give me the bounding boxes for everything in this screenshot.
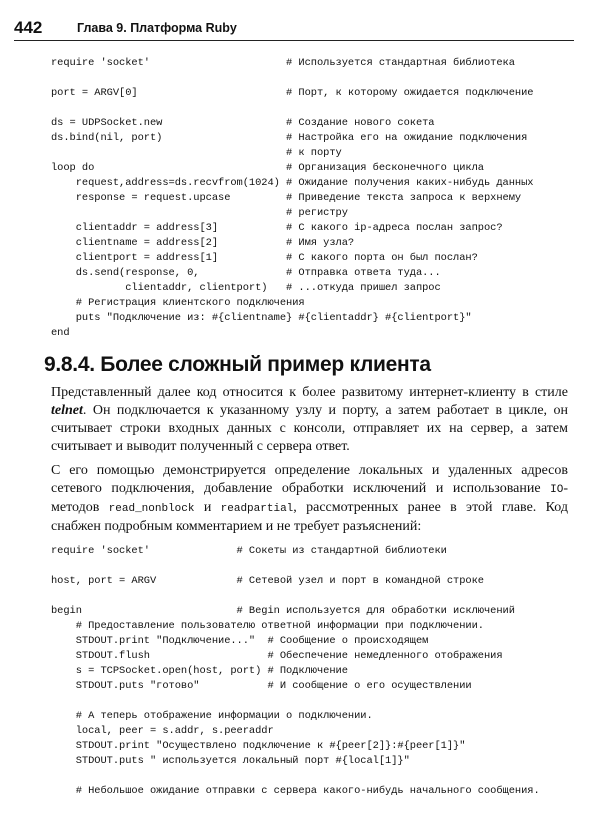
code-line: ds = UDPSocket.new # Создание нового сокета	[51, 117, 435, 129]
paragraph	[51, 384, 568, 456]
text-run: , рассмотренных ранее в этой главе. Код снабжен подробным комментарием и не требует разъяснений:	[51, 500, 568, 534]
code-line: STDOUT.puts "готово" # И сообщение о его осуществлении	[51, 680, 472, 692]
text-run: . Он подключается к указанному узлу и порту, а затем работает в цикле, он считывает строки входных данных с консоли, отправляет их на сервер, а затем считывает и выводит полученный с сервера ответ.	[51, 403, 568, 454]
code-line: require 'socket' # Используется стандартная библиотека	[51, 57, 515, 69]
code-line: # регистру	[51, 207, 348, 219]
code-line: ds.bind(nil, port) # Настройка его на ожидание подключения	[51, 132, 528, 144]
code-line: request,address=ds.recvfrom(1024) # Ожидание получения каких-нибудь данных	[51, 177, 534, 189]
code-line: clientaddr, clientport) # ...откуда пришел запрос	[51, 282, 441, 294]
code-line: # Небольшое ожидание отправки с сервера какого-нибудь начального сообщения.	[51, 785, 540, 797]
code-line: STDOUT.print "Осуществлено подключение к #{peer[2]}:#{peer[1]}"	[51, 740, 466, 752]
code-line: local, peer = s.addr, s.peeraddr	[51, 725, 274, 737]
code-line: STDOUT.print "Подключение..." # Сообщение о происходящем	[51, 635, 429, 647]
code-listing-tcp-client	[51, 544, 568, 799]
code-line	[51, 559, 568, 574]
code-line: end	[51, 327, 70, 339]
code-line	[51, 769, 568, 784]
code-line	[51, 71, 533, 86]
code-line: # А теперь отображение информации о подключении.	[51, 710, 373, 722]
inline-code: IO	[550, 484, 564, 496]
code-line: ds.send(response, 0, # Отправка ответа туда...	[51, 267, 441, 279]
inline-code: read_nonblock	[108, 503, 195, 515]
text-run: -методов	[51, 481, 568, 515]
code-line: response = request.upcase # Приведение текста запроса к верхнему	[51, 192, 522, 204]
text-run: Представленный далее код относится к более развитому интернет-клиенту в стиле	[51, 385, 568, 400]
code-line	[51, 589, 568, 604]
emphasis: telnet	[51, 403, 83, 418]
code-line	[51, 101, 533, 116]
inline-code: readpartial	[220, 503, 294, 515]
code-line: STDOUT.flush # Обеспечение немедленного отображения	[51, 650, 503, 662]
section-body	[44, 352, 568, 799]
code-line: loop do # Организация бесконечного цикла	[51, 162, 484, 174]
code-line: clientport = address[1] # С какого порта он был послан?	[51, 252, 478, 264]
section-heading: 9.8.4. Более сложный пример клиента	[44, 353, 431, 376]
code-line: s = TCPSocket.open(host, port) # Подключение	[51, 665, 348, 677]
code-line: # Регистрация клиентского подключения	[51, 297, 305, 309]
code-line	[51, 694, 568, 709]
code-line: clientname = address[2] # Имя узла?	[51, 237, 355, 249]
code-line: host, port = ARGV # Сетевой узел и порт в командной строке	[51, 575, 484, 587]
text-run: и	[194, 500, 221, 515]
text-run: С его помощью демонстрируется определение локальных и удаленных адресов сетевого подключения, добавление обработки исключений и использование	[51, 463, 568, 496]
code-line: puts "Подключение из: #{clientname} #{clientaddr} #{clientport}"	[51, 312, 472, 324]
page-number: 442	[14, 18, 43, 37]
code-line: STDOUT.puts " используется локальный порт #{local[1]}"	[51, 755, 410, 767]
code-line: begin # Begin используется для обработки исключений	[51, 605, 515, 617]
code-line: clientaddr = address[3] # С какого ip-адреса послан запрос?	[51, 222, 503, 234]
code-listing-udp-server	[51, 56, 533, 341]
running-header	[14, 18, 574, 41]
paragraph	[51, 462, 568, 536]
chapter-title: Глава 9. Платформа Ruby	[77, 21, 237, 35]
code-line: # к порту	[51, 147, 342, 159]
code-line: # Предоставление пользователю ответной информации при подключении.	[51, 620, 484, 632]
code-line: require 'socket' # Сокеты из стандартной библиотеки	[51, 545, 447, 557]
code-line: port = ARGV[0] # Порт, к которому ожидается подключение	[51, 87, 534, 99]
